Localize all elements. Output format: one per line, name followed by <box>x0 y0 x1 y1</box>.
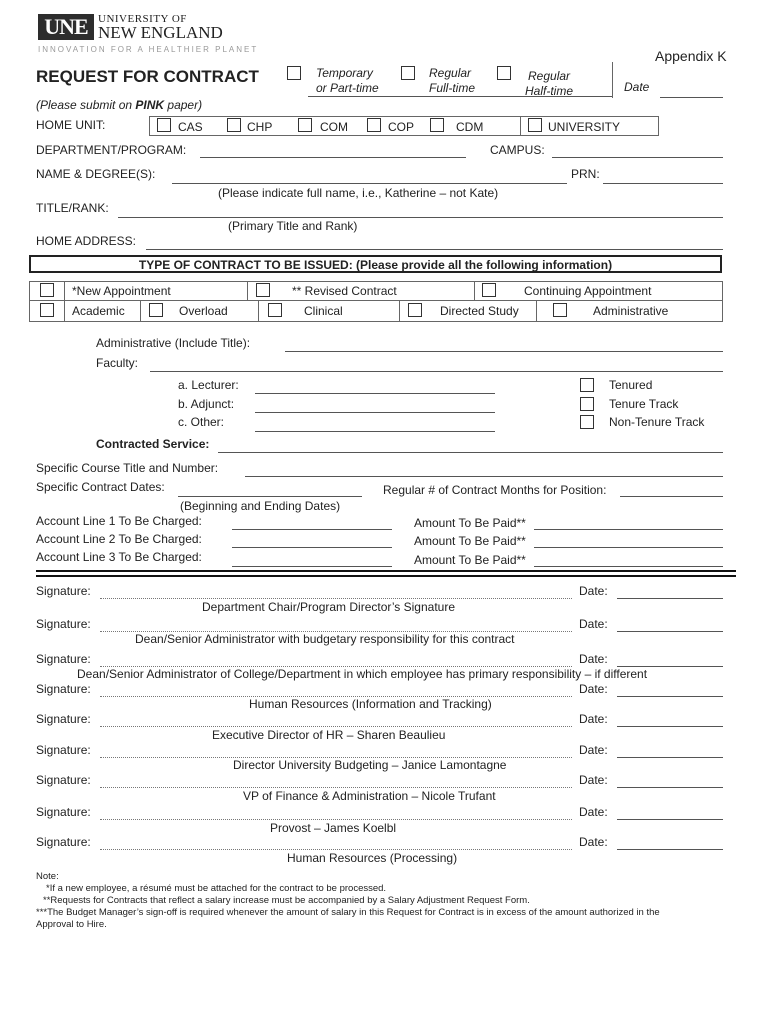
tagline: INNOVATION FOR A HEALTHIER PLANET <box>38 45 259 54</box>
grid-vline-3 <box>474 281 475 300</box>
amount-2-field[interactable] <box>534 547 723 548</box>
home-address-label: HOME ADDRESS: <box>36 234 137 248</box>
home-unit-divider <box>520 116 521 136</box>
signature-label: Signature: <box>36 835 91 849</box>
signature-date-field[interactable] <box>617 631 723 632</box>
grid-vline-4 <box>140 300 141 322</box>
dates-hint: (Beginning and Ending Dates) <box>180 499 341 513</box>
signature-date-label: Date: <box>579 682 608 696</box>
signature-caption: VP of Finance & Administration – Nicole Trufant <box>243 789 496 803</box>
signature-date-label: Date: <box>579 617 608 631</box>
grid-vline-5 <box>258 300 259 322</box>
amount-1-field[interactable] <box>534 529 723 530</box>
cdm-label: CDM <box>456 120 484 134</box>
signature-caption: Human Resources (Processing) <box>287 851 458 865</box>
signature-label: Signature: <box>36 743 91 757</box>
note-heading: Note: <box>36 871 59 882</box>
signature-date-label: Date: <box>579 743 608 757</box>
amount-3-label: Amount To Be Paid** <box>414 553 526 567</box>
temporary-checkbox[interactable] <box>287 66 301 80</box>
note-line-2: **Requests for Contracts that reflect a salary increase must be accompanied by a Salary Adjustment Request Form. <box>43 895 530 906</box>
tenured-checkbox[interactable] <box>580 378 594 392</box>
logo-line-2: NEW ENGLAND <box>98 23 223 42</box>
home-address-field[interactable] <box>146 249 723 250</box>
university-checkbox[interactable] <box>528 118 542 132</box>
appendix-label: Appendix K <box>655 48 727 64</box>
signature-label: Signature: <box>36 773 91 787</box>
cas-checkbox[interactable] <box>157 118 171 132</box>
part-time-label: or Part-time <box>316 81 379 95</box>
non-tenure-track-label: Non-Tenure Track <box>609 415 705 429</box>
new-appointment-label: *New Appointment <box>72 284 171 298</box>
contracted-service-field[interactable] <box>218 452 723 453</box>
cop-checkbox[interactable] <box>367 118 381 132</box>
contract-type-heading: TYPE OF CONTRACT TO BE ISSUED: (Please provide all the following information) <box>138 258 613 272</box>
regular-months-label: Regular # of Contract Months for Position: <box>383 483 607 497</box>
temporary-label: Temporary <box>316 66 373 80</box>
non-tenure-track-checkbox[interactable] <box>580 415 594 429</box>
signature-label: Signature: <box>36 617 91 631</box>
home-unit-label: HOME UNIT: <box>36 118 106 132</box>
signature-field[interactable] <box>100 849 572 850</box>
signature-date-field[interactable] <box>617 757 723 758</box>
note-line-1: *If a new employee, a résumé must be attached for the contract to be processed. <box>46 883 387 894</box>
course-title-field[interactable] <box>245 476 723 477</box>
title-rank-label: TITLE/RANK: <box>36 201 109 215</box>
tenure-track-checkbox[interactable] <box>580 397 594 411</box>
contract-dates-field[interactable] <box>178 496 362 497</box>
header-date-label: Date <box>624 80 650 94</box>
signature-field[interactable] <box>100 819 572 820</box>
amount-2-label: Amount To Be Paid** <box>414 534 526 548</box>
grid-vline-6 <box>399 300 400 322</box>
signature-date-label: Date: <box>579 773 608 787</box>
name-label: NAME & DEGREE(S): <box>36 167 156 181</box>
cas-label: CAS <box>178 120 203 134</box>
signature-caption: Provost – James Koelbl <box>270 821 397 835</box>
signature-date-field[interactable] <box>617 849 723 850</box>
com-label: COM <box>320 120 348 134</box>
lecturer-label: a. Lecturer: <box>178 378 239 392</box>
faculty-label: Faculty: <box>96 356 139 370</box>
signature-label: Signature: <box>36 805 91 819</box>
signature-date-label: Date: <box>579 584 608 598</box>
revised-contract-label: ** Revised Contract <box>292 284 397 298</box>
administrative-checkbox[interactable] <box>553 303 567 317</box>
contracted-service-label: Contracted Service: <box>96 437 210 451</box>
signature-label: Signature: <box>36 712 91 726</box>
signature-date-field[interactable] <box>617 819 723 820</box>
faculty-field[interactable] <box>150 371 723 372</box>
directed-study-checkbox[interactable] <box>408 303 422 317</box>
account-line-2-field[interactable] <box>232 547 392 548</box>
grid-vline-2 <box>247 281 248 300</box>
regular-half-time-checkbox[interactable] <box>497 66 511 80</box>
account-line-1-label: Account Line 1 To Be Charged: <box>36 514 202 528</box>
tenure-track-label: Tenure Track <box>609 397 679 411</box>
note-line-3: ***The Budget Manager’s sign-off is required whenever the amount of salary in this Request for Contract is in excess of the amount authorized in the <box>36 907 660 918</box>
signature-label: Signature: <box>36 682 91 696</box>
signature-caption: Executive Director of HR – Sharen Beaulieu <box>212 728 446 742</box>
name-field[interactable] <box>172 183 567 184</box>
signature-date-field[interactable] <box>617 598 723 599</box>
department-field[interactable] <box>200 157 466 158</box>
signature-field[interactable] <box>100 787 572 788</box>
prn-field[interactable] <box>603 183 723 184</box>
prn-label: PRN: <box>571 167 600 181</box>
signature-caption: Human Resources (Information and Tracking) <box>249 697 492 711</box>
une-logo: UNE <box>38 14 94 40</box>
new-appointment-checkbox[interactable] <box>40 283 54 297</box>
directed-study-label: Directed Study <box>440 304 519 318</box>
section-rule-top <box>36 570 736 572</box>
other-field[interactable] <box>255 431 495 432</box>
title-rank-field[interactable] <box>118 217 723 218</box>
academic-checkbox[interactable] <box>40 303 54 317</box>
signature-date-field[interactable] <box>617 696 723 697</box>
contract-grid-hline <box>29 300 723 301</box>
full-time-label: Full-time <box>429 81 476 95</box>
signature-caption: Director University Budgeting – Janice Lamontagne <box>233 758 507 772</box>
grid-vline-7 <box>536 300 537 322</box>
signature-caption: Dean/Senior Administrator of College/Department in which employee has primary responsibility – if different <box>77 667 648 681</box>
signature-date-field[interactable] <box>617 726 723 727</box>
account-line-2-label: Account Line 2 To Be Charged: <box>36 532 202 546</box>
title-hint: (Primary Title and Rank) <box>228 219 358 233</box>
academic-label: Academic <box>72 304 125 318</box>
signature-date-field[interactable] <box>617 787 723 788</box>
account-line-3-label: Account Line 3 To Be Charged: <box>36 550 202 564</box>
form-title: REQUEST FOR CONTRACT <box>36 67 259 86</box>
com-checkbox[interactable] <box>298 118 312 132</box>
university-label: UNIVERSITY <box>548 120 621 134</box>
cop-label: COP <box>388 120 415 134</box>
administrative-label: Administrative <box>593 304 669 318</box>
submit-note: (Please submit on PINK paper) <box>36 98 203 112</box>
regular-full-time-checkbox[interactable] <box>401 66 415 80</box>
amount-1-label: Amount To Be Paid** <box>414 516 526 530</box>
clinical-label: Clinical <box>304 304 343 318</box>
regular-label: Regular <box>429 66 472 80</box>
half-time-label: Half-time <box>525 84 574 98</box>
chp-checkbox[interactable] <box>227 118 241 132</box>
temporary-underline <box>308 96 394 97</box>
administrative-title-label: Administrative (Include Title): <box>96 336 251 350</box>
campus-label: CAMPUS: <box>490 143 545 157</box>
note-line-4: Approval to Hire. <box>36 919 107 930</box>
half-time-underline <box>492 96 612 97</box>
name-hint: (Please indicate full name, i.e., Katherine – not Kate) <box>218 186 499 200</box>
full-time-underline <box>394 96 492 97</box>
signature-caption: Department Chair/Program Director’s Signature <box>202 600 455 614</box>
cdm-checkbox[interactable] <box>430 118 444 132</box>
section-rule-bottom <box>36 575 736 577</box>
signature-field[interactable] <box>100 726 572 727</box>
signature-label: Signature: <box>36 584 91 598</box>
continuing-appointment-checkbox[interactable] <box>482 283 496 297</box>
signature-field[interactable] <box>100 598 572 599</box>
revised-contract-checkbox[interactable] <box>256 283 270 297</box>
overload-checkbox[interactable] <box>149 303 163 317</box>
logo-line-1: UNIVERSITY OF <box>98 13 187 25</box>
signature-date-label: Date: <box>579 805 608 819</box>
header-date-line <box>660 97 723 98</box>
adjunct-field[interactable] <box>255 412 495 413</box>
signature-caption: Dean/Senior Administrator with budgetary responsibility for this contract <box>135 632 515 646</box>
account-line-3-field[interactable] <box>232 566 392 567</box>
administrative-title-field[interactable] <box>285 351 723 352</box>
department-label: DEPARTMENT/PROGRAM: <box>36 143 187 157</box>
regular-label-2: Regular <box>528 69 571 83</box>
tenured-label: Tenured <box>609 378 653 392</box>
header-divider <box>612 62 613 98</box>
amount-3-field[interactable] <box>534 566 723 567</box>
overload-label: Overload <box>179 304 228 318</box>
signature-date-label: Date: <box>579 712 608 726</box>
clinical-checkbox[interactable] <box>268 303 282 317</box>
chp-label: CHP <box>247 120 273 134</box>
other-label: c. Other: <box>178 415 225 429</box>
signature-date-label: Date: <box>579 835 608 849</box>
campus-field[interactable] <box>552 157 723 158</box>
course-title-label: Specific Course Title and Number: <box>36 461 219 475</box>
contract-dates-label: Specific Contract Dates: <box>36 480 165 494</box>
lecturer-field[interactable] <box>255 393 495 394</box>
signature-label: Signature: <box>36 652 91 666</box>
continuing-appointment-label: Continuing Appointment <box>524 284 652 298</box>
regular-months-field[interactable] <box>620 496 723 497</box>
adjunct-label: b. Adjunct: <box>178 397 235 411</box>
account-line-1-field[interactable] <box>232 529 392 530</box>
grid-vline-1 <box>64 281 65 322</box>
signature-date-label: Date: <box>579 652 608 666</box>
